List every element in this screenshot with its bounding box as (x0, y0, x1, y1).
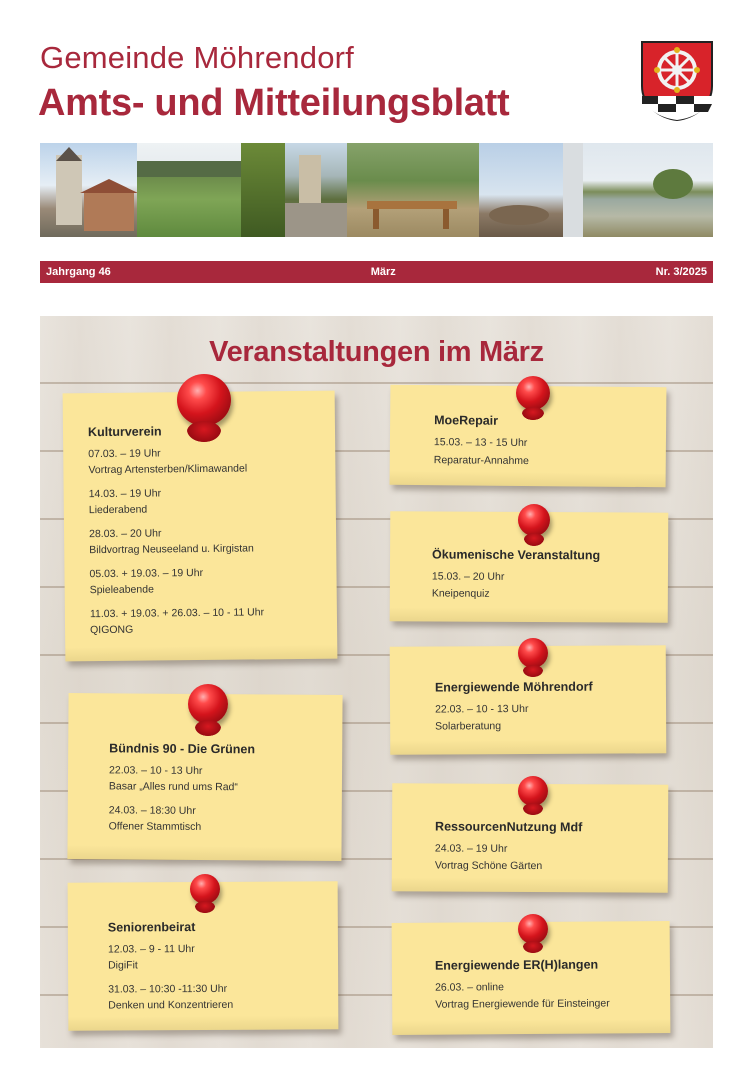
push-pin-icon (518, 638, 548, 668)
note-title: MoeRepair (434, 413, 499, 428)
note-title: Kulturverein (87, 424, 162, 440)
push-pin-icon (518, 776, 548, 806)
meadow-photo (137, 143, 241, 237)
photo-strip (40, 143, 713, 237)
events-board (40, 316, 713, 1048)
push-pin-icon (518, 914, 548, 944)
board-title: Veranstaltungen im März (209, 336, 544, 368)
month-label: März (370, 266, 396, 278)
event-name: Spieleabende (89, 583, 154, 597)
note-title: Seniorenbeirat (107, 920, 196, 935)
municipality-name: Gemeinde Möhrendorf (40, 40, 354, 75)
push-pin-icon (188, 684, 228, 724)
event-name: Bildvortrag Neuseeland u. Kirgistan (89, 542, 254, 557)
note-title: Energiewende ER(H)langen (434, 957, 599, 973)
church-tower-photo (40, 143, 137, 237)
event-date: 24.03. – 18:30 Uhr (108, 804, 196, 817)
village-street-photo (241, 143, 347, 237)
push-pin-icon (516, 376, 550, 410)
event-name: Denken und Konzentrieren (108, 998, 234, 1012)
lake-photo (583, 143, 713, 237)
event-date: 28.03. – 20 Uhr (89, 527, 162, 541)
push-pin-icon (177, 374, 231, 426)
event-name: Reparatur-Annahme (433, 454, 529, 468)
volume-label: Jahrgang 46 (46, 266, 111, 278)
event-name: Liederabend (88, 503, 148, 517)
push-pin-icon (190, 874, 220, 904)
note-title: Energiewende Möhrendorf (434, 679, 593, 695)
event-name: Kneipenquiz (431, 587, 490, 600)
event-name: Offener Stammtisch (108, 820, 202, 833)
event-date: 31.03. – 10:30 -11:30 Uhr (108, 982, 228, 996)
event-date: 24.03. – 19 Uhr (434, 842, 508, 855)
event-name: QIGONG (90, 623, 134, 637)
event-name: Solarberatung (435, 720, 502, 733)
newsletter-title: Amts- und Mitteilungsblatt (38, 82, 510, 124)
event-date: 15.03. – 20 Uhr (431, 570, 505, 583)
event-name: Vortrag Artensterben/Klimawandel (88, 462, 248, 477)
event-name: DigiFit (108, 959, 138, 972)
event-date: 07.03. – 19 Uhr (88, 447, 161, 461)
event-date: 15.03. – 13 - 15 Uhr (433, 436, 528, 449)
note-title: Ökumenische Veranstaltung (432, 547, 601, 563)
stork-nest-photo (479, 143, 583, 237)
event-date: 22.03. – 10 - 13 Uhr (109, 764, 203, 777)
note-title: RessourcenNutzung Mdf (435, 819, 583, 835)
park-bench-photo (347, 143, 479, 237)
push-pin-icon (518, 504, 550, 536)
coat-of-arms-icon (640, 40, 714, 122)
event-date: 05.03. + 19.03. – 19 Uhr (89, 566, 204, 581)
event-date: 11.03. + 19.03. + 26.03. – 10 - 11 Uhr (89, 606, 265, 621)
issue-number: Nr. 3/2025 (655, 266, 707, 278)
event-name: Basar „Alles rund ums Rad“ (108, 780, 238, 794)
issue-info-bar (40, 261, 713, 283)
event-date: 22.03. – 10 - 13 Uhr (435, 702, 529, 716)
event-date: 14.03. – 19 Uhr (88, 487, 162, 501)
event-name: Vortrag Schöne Gärten (434, 859, 543, 873)
event-name: Vortrag Energiewende für Einsteinger (435, 997, 610, 1011)
note-title: Bündnis 90 - Die Grünen (109, 741, 256, 757)
event-date: 26.03. – online (435, 981, 505, 994)
event-date: 12.03. – 9 - 11 Uhr (107, 943, 195, 956)
